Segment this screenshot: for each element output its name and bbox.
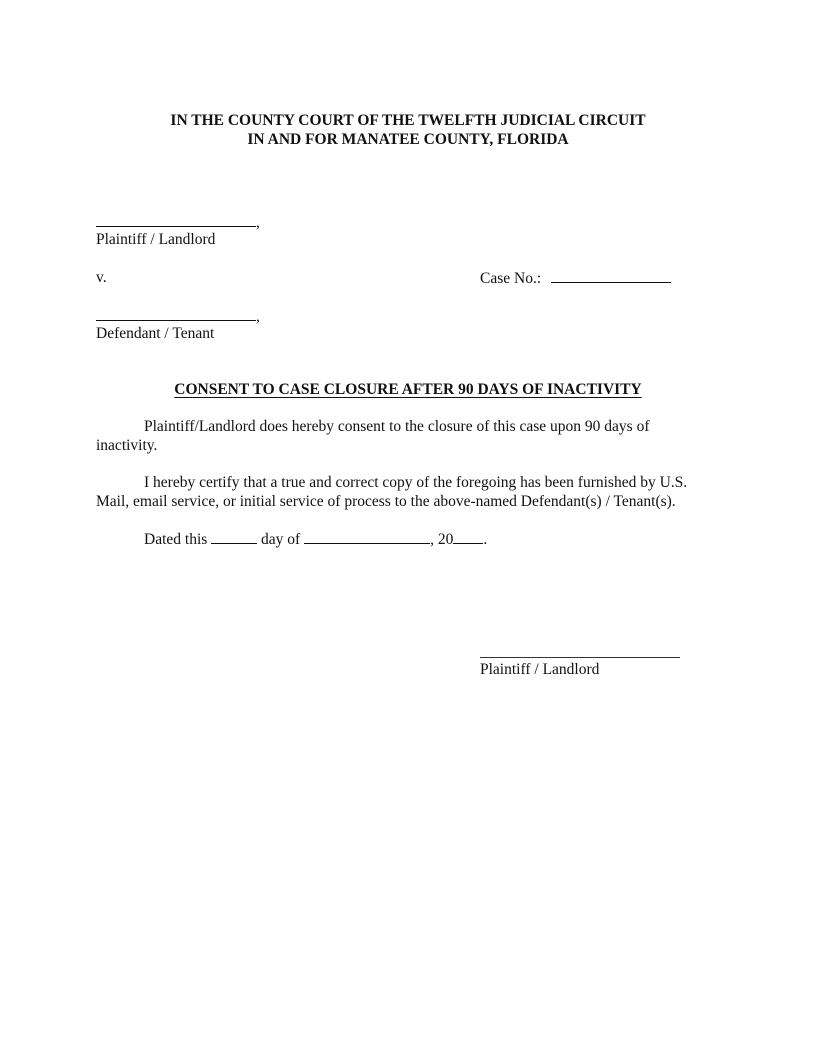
comma: , [256, 214, 260, 231]
certify-paragraph-line1: I hereby certify that a true and correct copy of the foregoing has been furnished by U.S. [144, 474, 688, 491]
defendant-name-blank[interactable] [96, 306, 256, 321]
case-number-row [480, 268, 671, 288]
day-of-label: day of [261, 531, 301, 548]
case-number-label: Case No.: [480, 270, 542, 287]
dated-line [144, 529, 487, 549]
case-number-blank[interactable] [551, 268, 671, 283]
year-blank[interactable] [453, 529, 483, 544]
comma: , [256, 308, 260, 325]
versus-label: v. [96, 269, 107, 286]
document-title: CONSENT TO CASE CLOSURE AFTER 90 DAYS OF INACTIVITY [174, 381, 642, 398]
plaintiff-label: Plaintiff / Landlord [96, 231, 216, 248]
consent-paragraph-line1: Plaintiff/Landlord does hereby consent to the closure of this case upon 90 days of [144, 418, 650, 435]
dated-end: . [483, 531, 488, 548]
court-header-line2: IN AND FOR MANATEE COUNTY, FLORIDA [247, 131, 569, 148]
court-header-line1: IN THE COUNTY COURT OF THE TWELFTH JUDICIAL CIRCUIT [170, 112, 646, 129]
signature-line[interactable] [480, 657, 680, 658]
plaintiff-name-blank[interactable] [96, 212, 256, 227]
plaintiff-name-field-row [96, 212, 260, 232]
dated-prefix: Dated this [144, 531, 208, 548]
year-prefix: , 20 [430, 531, 454, 548]
defendant-label: Defendant / Tenant [96, 325, 215, 342]
day-blank[interactable] [211, 529, 257, 544]
defendant-name-field-row [96, 306, 260, 326]
month-blank[interactable] [304, 529, 430, 544]
consent-paragraph-line2: inactivity. [96, 437, 158, 454]
certify-paragraph-line2: Mail, email service, or initial service of process to the above-named Defendant(s) / Tenant(s). [96, 493, 676, 510]
signature-label: Plaintiff / Landlord [480, 661, 600, 678]
